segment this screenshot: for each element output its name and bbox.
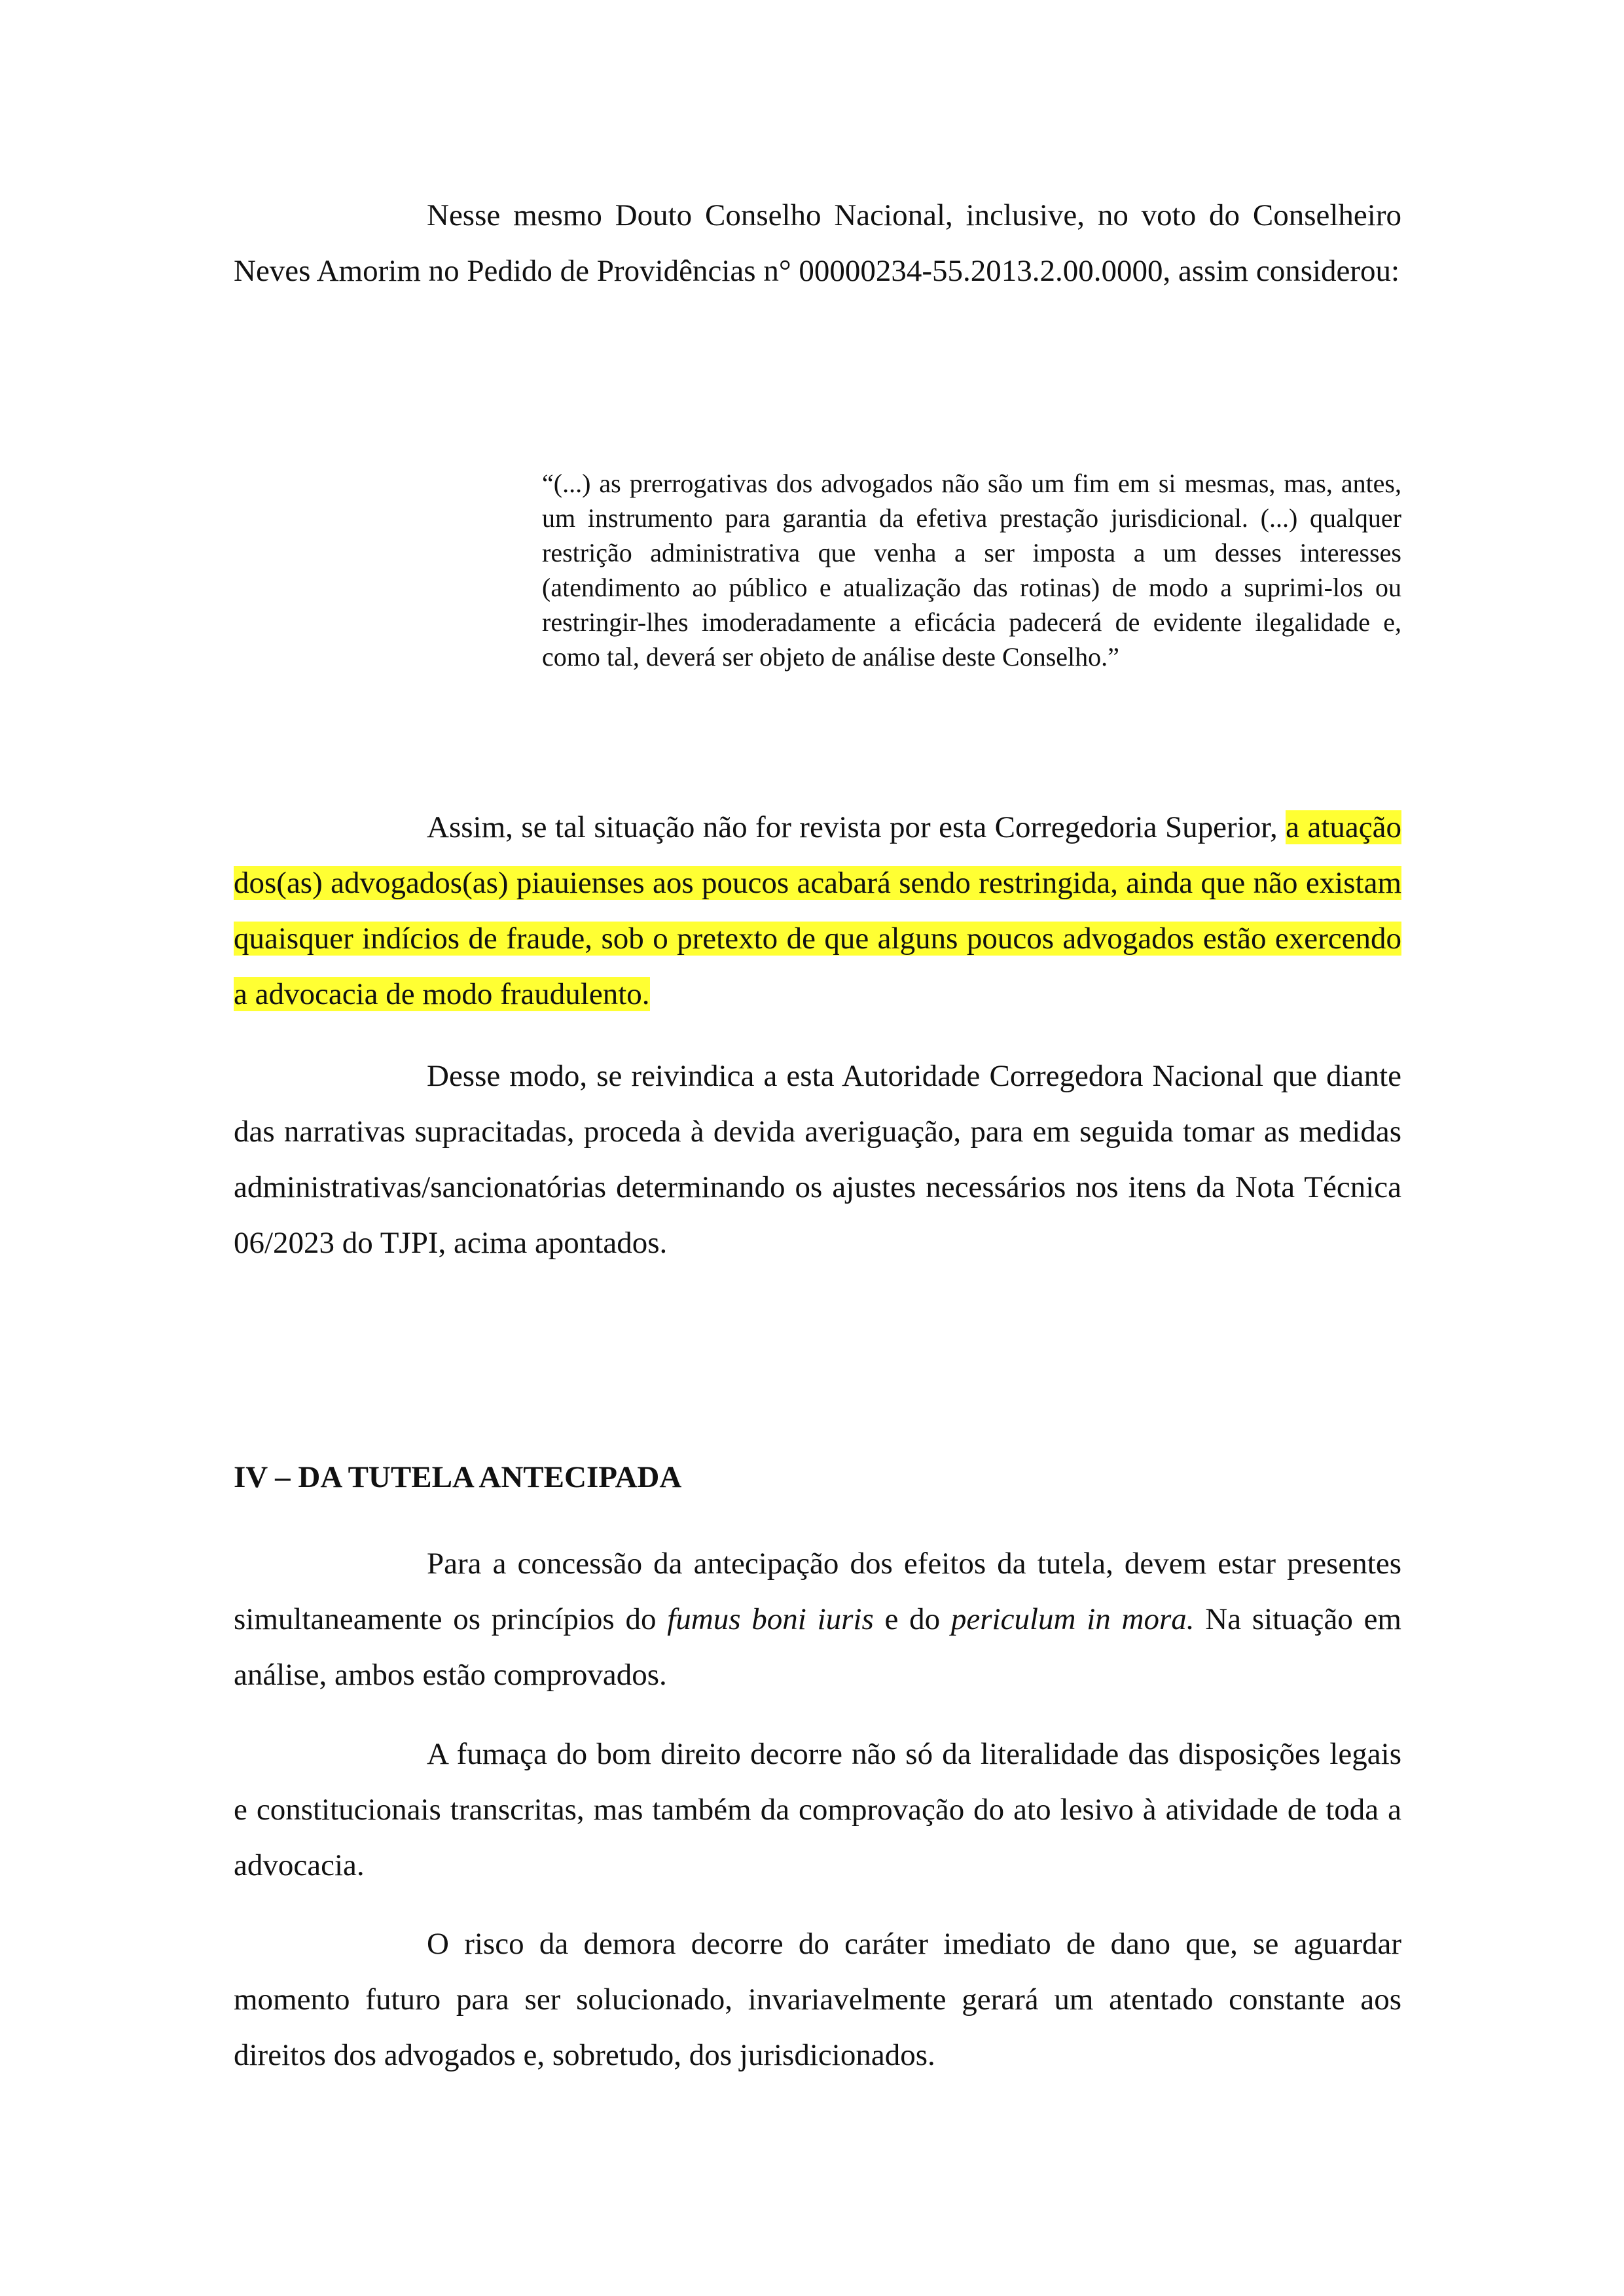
paragraph-tutela-text-1: Para a concessão da antecipação dos efeitos da tutela, devem estar presentes simultaneamente os princípios do bbox=[234, 1547, 1401, 1636]
fumus-boni-iuris-term: fumus boni iuris bbox=[667, 1602, 874, 1636]
paragraph-reivindicacao: Desse modo, se reivindica a esta Autoridade Corregedora Nacional que diante das narrativas supracitadas, proceda à devida averiguação, para em seguida tomar as medidas administrativas/sancionatórias determinando os ajustes necessários nos itens da Nota Técnica 06/2023 do TJPI, acima apontados. bbox=[234, 1059, 1401, 1260]
paragraph-corregedoria bbox=[234, 800, 1401, 1022]
paragraph-tutela-text-3: Na situação em análise, ambos estão comprovados. bbox=[234, 1602, 1401, 1692]
paragraph-tutela-text-2: e do bbox=[873, 1602, 951, 1636]
paragraph-conselho-nacional: Nesse mesmo Douto Conselho Nacional, inclusive, no voto do Conselheiro Neves Amorim no Pedido de Providências n° 00000234-55.2013.2.00.0000, assim considerou: bbox=[234, 198, 1401, 288]
paragraph-corregedoria-text: Assim, se tal situação não for revista por esta Corregedoria Superior, bbox=[427, 810, 1286, 844]
block-quote: “(...) as prerrogativas dos advogados não são um fim em si mesmas, mas, antes, um instrumento para garantia da efetiva prestação jurisdicional. (...) qualquer restrição administrativa que venha a ser imposta a um desses interesses (atendimento ao público e atualização das rotinas) de modo a suprimi-los ou restringir-lhes imoderadamente a eficácia padecerá de evidente ilegalidade e, como tal, deverá ser objeto de análise deste Conselho.” bbox=[542, 469, 1401, 672]
paragraph-fumaca: A fumaça do bom direito decorre não só da literalidade das disposições legais e constitucionais transcritas, mas também da comprovação do ato lesivo à atividade de toda a advocacia. bbox=[234, 1737, 1401, 1882]
paragraph-risco: O risco da demora decorre do caráter imediato de dano que, se aguardar momento futuro para ser solucionado, invariavelmente gerará um atentado constante aos direitos dos advogados e, sobretudo, dos jurisdicionados. bbox=[234, 1927, 1401, 2072]
highlighted-text: a atuação dos(as) advogados(as) piauienses aos poucos acabará sendo restringida, ainda que não existam quaisquer indícios de fraude, sob o pretexto de que alguns poucos advogados estão exercendo a advocacia de modo fraudulento. bbox=[234, 810, 1401, 1011]
paragraph-tutela bbox=[234, 1536, 1401, 1703]
periculum-in-mora-term: periculum in mora. bbox=[950, 1602, 1195, 1636]
section-heading: IV – DA TUTELA ANTECIPADA bbox=[234, 1460, 682, 1494]
